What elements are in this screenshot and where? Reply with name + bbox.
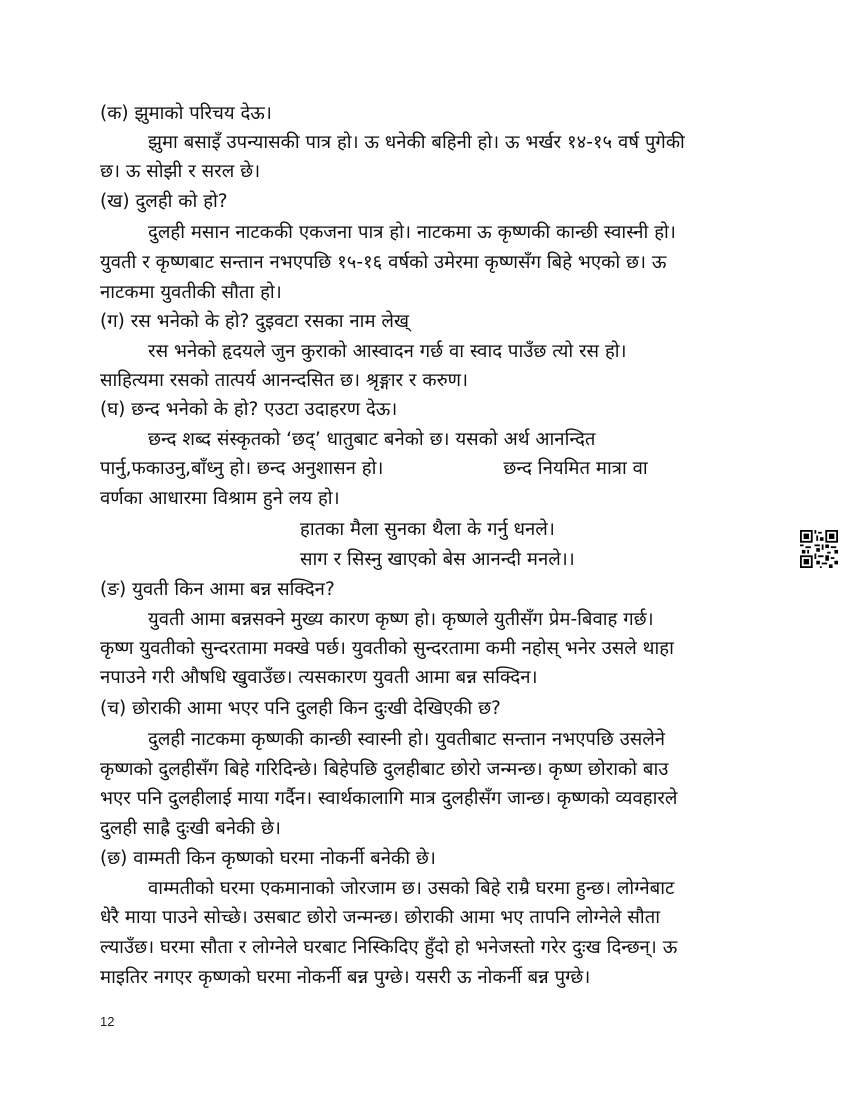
answer-line: वाम्मतीको घरमा एकमानाको जोरजाम छ। उसको बिहे राम्रै घरमा हुन्छ। लोग्नेबाट — [148, 878, 675, 899]
verse-line: साग र सिस्नु खाएको बेस आनन्दी मनले।। — [300, 549, 575, 570]
question-cha: (च) छोराकी आमा भएर पनि दुलही किन दुःखी देखिएकी छ? — [100, 698, 501, 719]
answer-segment: पार्नु,फकाउनु,बाँध्नु हो। छन्द अनुशासन हो। — [100, 458, 384, 479]
answer-line: ल्याउँछ। घरमा सौता र लोग्नेले घरबाट निस्किदिए हुँदो हो भनेजस्तो गरेर दुःख दिन्छन्। ऊ — [100, 937, 678, 958]
answer-line: रस भनेको हृदयले जुन कुराको आस्वादन गर्छ वा स्वाद पाउँछ त्यो रस हो। — [148, 341, 627, 362]
answer-line: छन्द शब्द संस्कृतको ‘छद्’ धातुबाट बनेको छ। यसको अर्थ आनन्दित — [148, 429, 596, 450]
answer-line: युवती आमा बन्नसक्ने मुख्य कारण कृष्ण हो। कृष्णले युतीसँग प्रेम-बिवाह गर्छ। — [148, 609, 654, 630]
answer-line: भएर पनि दुलहीलाई माया गर्दैन। स्वार्थकालागि मात्र दुलहीसँग जान्छ। कृष्णको व्यवहारले — [100, 788, 678, 809]
question-ka: (क) झुमाको परिचय देऊ। — [100, 103, 272, 124]
page-number: 12 — [100, 1014, 115, 1029]
verse-line: हातका मैला सुनका थैला के गर्नु धनले। — [300, 519, 555, 540]
answer-line: साहित्यमा रसको तात्पर्य आनन्दसित छ। श्रृङ्गार र करुण। — [100, 370, 469, 391]
answer-line: धेरै माया पाउने सोच्छे। उसबाट छोरो जन्मन्छ। छोराकी आमा भए तापनि लोग्नेले सौता — [100, 907, 661, 928]
question-gha: (घ) छन्द भनेको के हो? एउटा उदाहरण देऊ। — [100, 399, 398, 420]
answer-line: दुलही मसान नाटककी एकजना पात्र हो। नाटकमा ऊ कृष्णकी कान्छी स्वास्नी हो। — [148, 222, 676, 243]
answer-line: माइतिर नगएर कृष्णको घरमा नोकर्नी बन्न पुग्छे। यसरी ऊ नोकर्नी बन्न पुग्छे। — [100, 967, 591, 988]
answer-line: वर्णका आधारमा विश्राम हुने लय हो। — [100, 488, 340, 509]
answer-line: दुलही साह्रै दुःखी बनेकी छे। — [100, 818, 281, 839]
answer-line: नाटकमा युवतीकी सौता हो। — [100, 282, 282, 303]
answer-segment: छन्द नियमित मात्रा वा — [503, 458, 648, 479]
answer-line: युवती र कृष्णबाट सन्तान नभएपछि १५-१६ वर्षको उमेरमा कृष्णसँग बिहे भएको छ। ऊ — [100, 252, 667, 273]
answer-line: नपाउने गरी औषधि खुवाउँछ। त्यसकारण युवती आमा बन्न सक्दिन। — [100, 667, 538, 688]
question-kha: (ख) दुलही को हो? — [100, 191, 228, 212]
answer-line: कृष्ण युवतीको सुन्दरतामा मक्खे पर्छ। युवतीको सुन्दरतामा कमी नहोस् भनेर उसले थाहा — [100, 638, 674, 659]
question-chha: (छ) वाम्मती किन कृष्णको घरमा नोकर्नी बनेकी छे। — [100, 848, 436, 869]
answer-line: कृष्णको दुलहीसँग बिहे गरिदिन्छे। बिहेपछि दुलहीबाट छोरो जन्मन्छ। कृष्ण छोराको बाउ — [100, 759, 669, 780]
qr-code-icon[interactable] — [800, 530, 838, 568]
answer-line: झुमा बसाइँ उपन्यासकी पात्र हो। ऊ धनेकी बहिनी हो। ऊ भर्खर १४-१५ वर्ष पुगेकी — [148, 132, 685, 153]
answer-line — [100, 454, 765, 484]
answer-line: छ। ऊ सोझी र सरल छे। — [100, 161, 261, 182]
question-nga: (ङ) युवती किन आमा बन्न सक्दिन? — [100, 579, 335, 600]
question-ga: (ग) रस भनेको के हो? दुइवटा रसका नाम लेख् — [100, 311, 410, 332]
answer-line: दुलही नाटकमा कृष्णकी कान्छी स्वास्नी हो। युवतीबाट सन्तान नभएपछि उसलेने — [148, 729, 666, 750]
